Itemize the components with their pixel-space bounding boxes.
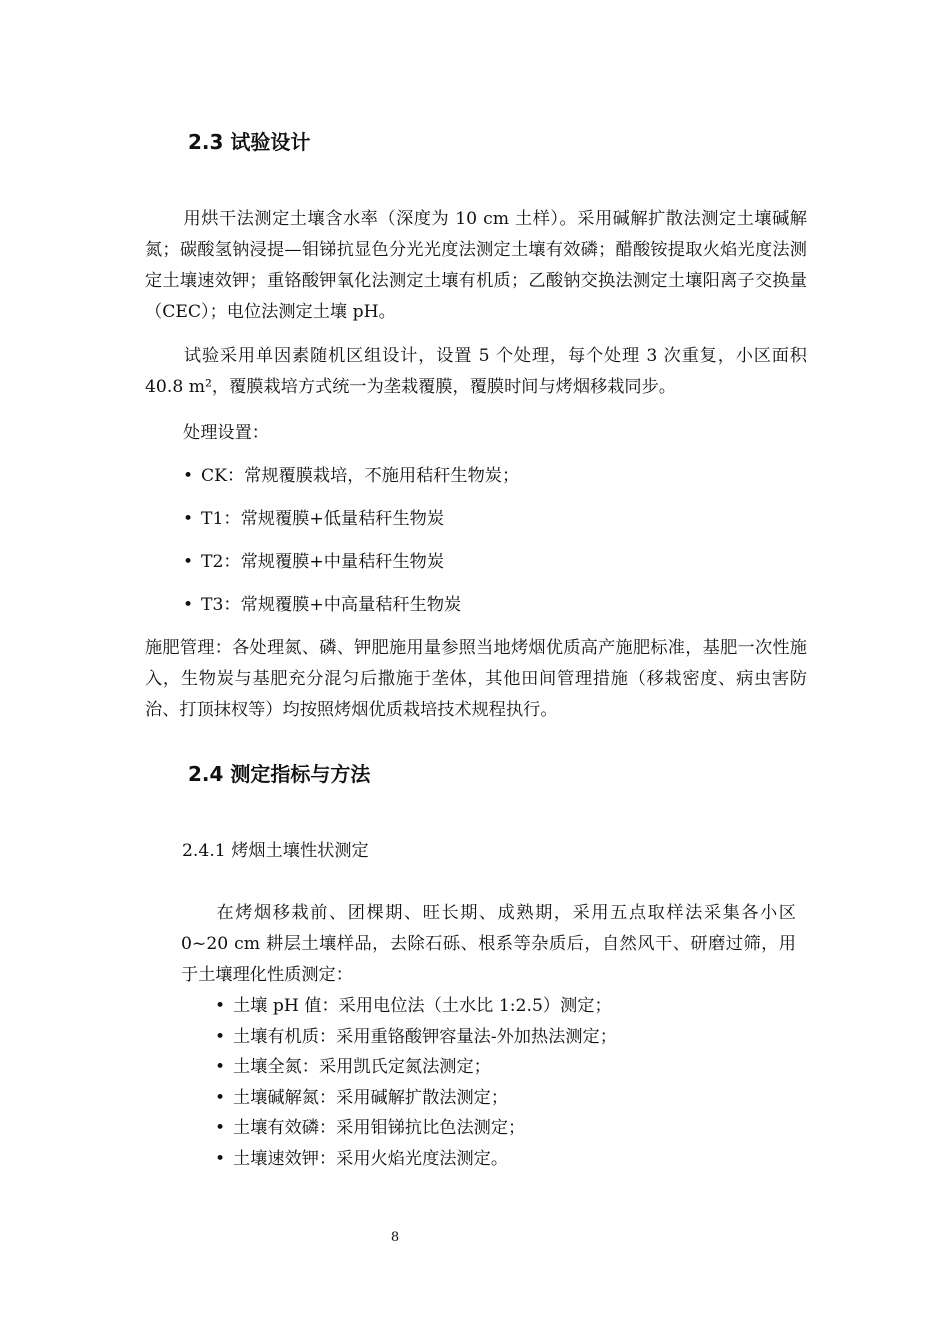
list-item-text: 土壤全氮：采用凯氏定氮法测定； <box>233 1057 491 1077</box>
list-item <box>215 1022 617 1053</box>
paragraph-design-text: 试验采用单因素随机区组设计，设置 5 个处理，每个处理 3 次重复，小区面积 40.8 m²，覆膜栽培方式统一为垄栽覆膜，覆膜时间与烤烟移栽同步。 <box>145 346 807 397</box>
measurement-list <box>215 991 617 1174</box>
list-item <box>215 1083 617 1114</box>
paragraph-methods-text: 用烘干法测定土壤含水率（深度为 10 cm 土样）。采用碱解扩散法测定土壤碱解氮；碳酸氢钠浸提—钼锑抗显色分光光度法测定土壤有效磷；醋酸铵提取火焰光度法测定土壤速效钾；重铬酸钾氧化法测定土壤有机质；乙酸钠交换法测定土壤阳离子交换量（CEC）；电位法测定土壤 pH。 <box>145 209 807 322</box>
section-heading-2-3: 2.3 试验设计 <box>188 130 311 154</box>
treatment-text: T1：常规覆膜+低量秸秆生物炭 <box>201 509 445 529</box>
bullet-icon: • <box>215 1026 226 1047</box>
paragraph-methods <box>145 204 807 328</box>
bullet-icon: • <box>215 996 226 1016</box>
treatment-text: CK：常规覆膜栽培，不施用秸秆生物炭； <box>201 466 520 486</box>
bullet-icon: • <box>183 552 194 572</box>
paragraph-design <box>145 341 807 403</box>
list-item-text: 土壤碱解氮：采用碱解扩散法测定； <box>233 1087 509 1108</box>
list-item <box>215 991 617 1022</box>
list-item-text: 土壤速效钾：采用火焰光度法测定。 <box>233 1148 509 1169</box>
treatment-item <box>183 505 444 533</box>
bullet-icon: • <box>215 1148 226 1169</box>
paragraph-fertilization <box>145 633 807 726</box>
treatment-item <box>183 462 519 490</box>
list-item <box>215 1113 617 1144</box>
bullet-icon: • <box>183 595 194 615</box>
paragraph-sampling-text: 在烤烟移栽前、团棵期、旺长期、成熟期，采用五点取样法采集各小区 0~20 cm 耕层土壤样品，去除石砾、根系等杂质后，自然风干、研磨过筛，用于土壤理化性质测定： <box>181 903 796 985</box>
bullet-icon: • <box>215 1087 226 1108</box>
bullet-icon: • <box>215 1057 226 1077</box>
paragraph-sampling <box>181 898 796 991</box>
list-item-text: 土壤有效磷：采用钼锑抗比色法测定； <box>233 1118 526 1138</box>
list-item-text: 土壤有机质：采用重铬酸钾容量法-外加热法测定； <box>233 1026 617 1047</box>
paragraph-fertilization-text: 施肥管理：各处理氮、磷、钾肥施用量参照当地烤烟优质高产施肥标准，基肥一次性施入，生物炭与基肥充分混匀后撒施于垄体，其他田间管理措施（移栽密度、病虫害防治、打顶抹杈等）均按照烤烟优质栽培技术规程执行。 <box>145 638 807 720</box>
bullet-icon: • <box>183 466 194 486</box>
treatment-item <box>183 548 444 576</box>
bullet-icon: • <box>215 1118 226 1138</box>
treatment-text: T2：常规覆膜+中量秸秆生物炭 <box>201 552 445 572</box>
bullet-icon: • <box>183 509 194 529</box>
treatments-label: 处理设置： <box>183 423 269 443</box>
page-number: 8 <box>390 1230 400 1245</box>
list-item <box>215 1144 617 1175</box>
treatment-item <box>183 591 461 619</box>
list-item <box>215 1052 617 1083</box>
section-heading-2-4: 2.4 测定指标与方法 <box>188 762 371 786</box>
subsection-heading-2-4-1: 2.4.1 烤烟土壤性状测定 <box>182 841 369 861</box>
list-item-text: 土壤 pH 值：采用电位法（土水比 1:2.5）测定； <box>233 996 612 1016</box>
treatment-text: T3：常规覆膜+中高量秸秆生物炭 <box>201 595 462 615</box>
